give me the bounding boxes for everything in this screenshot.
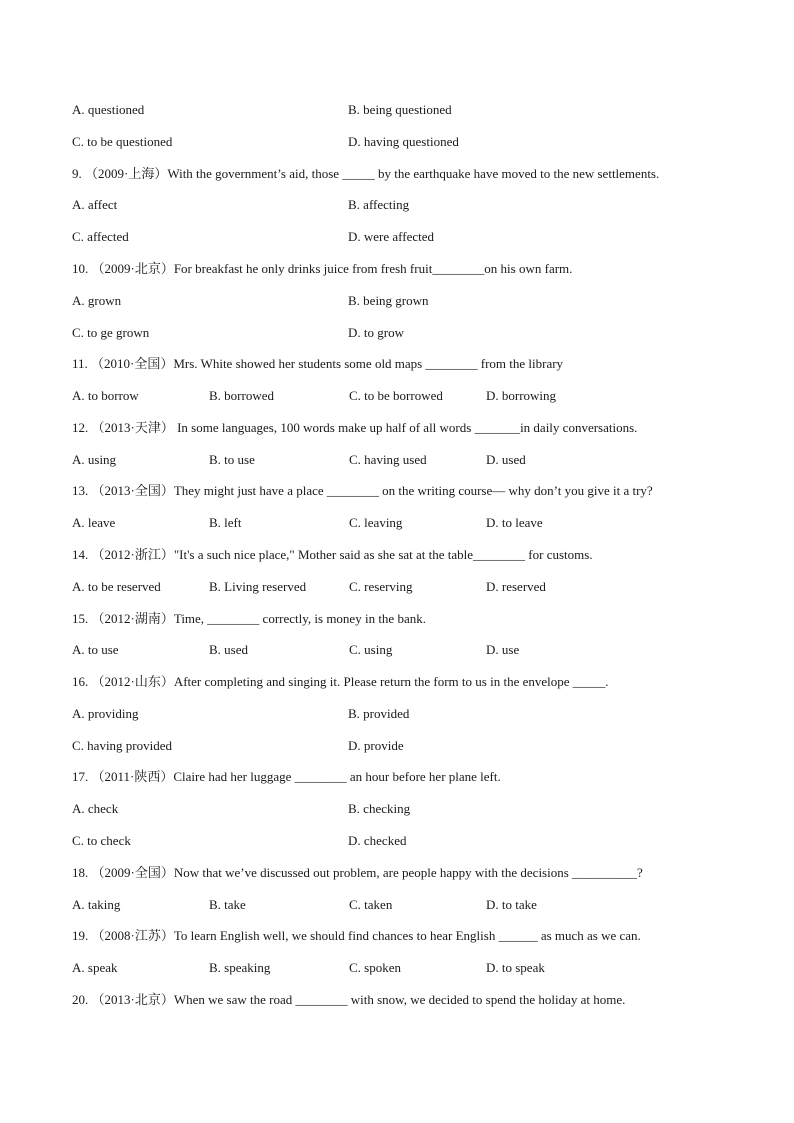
answer-option: C. spoken: [349, 960, 401, 976]
options-row: [72, 196, 732, 214]
options-row: [72, 705, 732, 723]
options-row: [72, 451, 732, 469]
question-text: 15. （2012·湖南）Time, ________ correctly, is money in the bank.: [72, 610, 426, 626]
question-text: 12. （2013·天津） In some languages, 100 words make up half of all words _______in daily conversations.: [72, 419, 638, 435]
answer-option: B. being questioned: [348, 102, 452, 117]
answer-option: D. to leave: [486, 515, 543, 531]
options-row: [72, 959, 732, 977]
answer-option: B. being grown: [348, 292, 429, 308]
answer-option: D. having questioned: [348, 133, 459, 149]
answer-option: B. speaking: [209, 960, 271, 976]
options-row: [72, 896, 732, 914]
answer-option: B. to use: [209, 451, 255, 467]
answer-option: D. checked: [348, 832, 407, 848]
options-row: [72, 737, 732, 755]
answer-option: A. speak: [72, 960, 118, 976]
answer-option: A. questioned: [72, 102, 145, 117]
question-text: 20. （2013·北京）When we saw the road ________ with snow, we decided to spend the holiday at home.: [72, 991, 626, 1007]
answer-option: C. to check: [72, 832, 131, 848]
answer-option: D. were affected: [348, 229, 435, 245]
question-text: 11. （2010·全国）Mrs. White showed her students some old maps ________ from the library: [72, 356, 564, 372]
options-row: [72, 641, 732, 659]
options-row: [72, 292, 732, 310]
answer-option: A. check: [72, 801, 119, 817]
options-row: [72, 387, 732, 405]
answer-option: C. having used: [349, 451, 427, 467]
answer-option: D. provide: [348, 737, 404, 753]
answer-option: C. leaving: [349, 515, 403, 531]
options-row: [72, 228, 732, 246]
options-row: [72, 578, 732, 596]
answer-option: B. used: [209, 642, 248, 658]
answer-option: C. having provided: [72, 737, 173, 753]
answer-option: A. leave: [72, 515, 116, 531]
answer-option: D. to speak: [486, 960, 545, 976]
answer-option: D. reserved: [486, 578, 546, 594]
answer-option: D. borrowing: [486, 388, 557, 403]
answer-option: D. to take: [486, 896, 537, 912]
options-row: [72, 514, 732, 532]
answer-option: C. using: [349, 642, 393, 658]
answer-option: A. affect: [72, 197, 118, 213]
question-text: 10. （2009·北京）For breakfast he only drinks juice from fresh fruit________on his own farm.: [72, 260, 573, 276]
answer-option: C. to be borrowed: [349, 388, 443, 403]
question-text: 17. （2011·陕西）Claire had her luggage ________ an hour before her plane left.: [72, 769, 501, 785]
options-row: [72, 832, 732, 850]
options-row: [72, 800, 732, 818]
answer-option: B. take: [209, 896, 246, 912]
options-row: [72, 101, 732, 119]
answer-option: C. affected: [72, 229, 129, 245]
answer-option: C. taken: [349, 896, 393, 912]
answer-option: A. to borrow: [72, 388, 139, 403]
answer-option: C. reserving: [349, 578, 413, 594]
answer-option: A. grown: [72, 292, 122, 308]
answer-option: A. to use: [72, 642, 119, 658]
question-text: 18. （2009·全国）Now that we’ve discussed out problem, are people happy with the decisions __________?: [72, 864, 643, 880]
question-text: 9. （2009·上海）With the government’s aid, those _____ by the earthquake have moved to the new settlements.: [72, 165, 660, 181]
question-text: 19. （2008·江苏）To learn English well, we should find chances to hear English ______ as much as we can.: [72, 928, 641, 944]
answer-option: B. provided: [348, 705, 410, 721]
answer-option: A. using: [72, 451, 117, 467]
answer-option: B. affecting: [348, 197, 410, 213]
answer-option: D. use: [486, 642, 520, 658]
answer-option: D. used: [486, 451, 526, 467]
answer-option: A. taking: [72, 896, 121, 912]
answer-option: B. Living reserved: [209, 578, 307, 594]
question-text: 13. （2013·全国）They might just have a place ________ on the writing course— why don’t you give it a try?: [72, 483, 653, 499]
answer-option: B. checking: [348, 801, 411, 817]
options-row: [72, 324, 732, 342]
answer-option: C. to be questioned: [72, 133, 173, 149]
question-text: 16. （2012·山东）After completing and singing it. Please return the form to us in the envelope _____.: [72, 674, 609, 689]
answer-option: A. providing: [72, 705, 139, 721]
answer-option: C. to ge grown: [72, 324, 150, 340]
question-text: 14. （2012·浙江）"It's a such nice place," Mother said as she sat at the table________ for customs.: [72, 546, 593, 562]
answer-option: B. left: [209, 515, 242, 531]
answer-option: B. borrowed: [209, 388, 274, 403]
options-row: [72, 133, 732, 151]
answer-option: A. to be reserved: [72, 578, 161, 594]
answer-option: D. to grow: [348, 324, 404, 340]
